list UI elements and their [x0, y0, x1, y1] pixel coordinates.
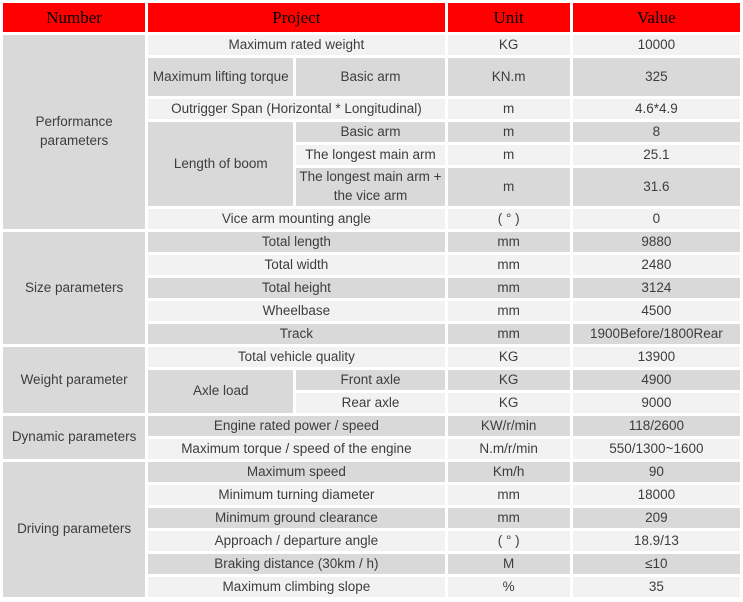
- project-cell: Basic arm: [296, 58, 444, 96]
- project-cell: Front axle: [296, 370, 444, 390]
- header-cell-value: Value: [573, 3, 740, 32]
- value-cell: 25.1: [573, 145, 740, 165]
- project-cell: Total height: [148, 278, 444, 298]
- unit-cell: N.m/r/min: [448, 439, 570, 459]
- project-cell: Maximum torque / speed of the engine: [148, 439, 444, 459]
- value-cell: 4900: [573, 370, 740, 390]
- unit-cell: m: [448, 168, 570, 206]
- value-cell: ≤10: [573, 554, 740, 574]
- unit-cell: mm: [448, 278, 570, 298]
- value-cell: 31.6: [573, 168, 740, 206]
- subgroup-cell-lifting-torque: Maximum lifting torque: [148, 58, 293, 96]
- unit-cell: mm: [448, 485, 570, 505]
- value-cell: 9880: [573, 232, 740, 252]
- project-cell: Total length: [148, 232, 444, 252]
- group-cell-weight: Weight parameter: [3, 347, 145, 413]
- header-cell-number: Number: [3, 3, 145, 32]
- subgroup-cell-length-of-boom: Length of boom: [148, 122, 293, 206]
- project-cell: Maximum rated weight: [148, 35, 444, 55]
- project-cell: Wheelbase: [148, 301, 444, 321]
- unit-cell: KN.m: [448, 58, 570, 96]
- value-cell: 18000: [573, 485, 740, 505]
- value-cell: 8: [573, 122, 740, 142]
- table-row: [3, 35, 740, 55]
- value-cell: 0: [573, 209, 740, 229]
- unit-cell: m: [448, 145, 570, 165]
- value-cell: 18.9/13: [573, 531, 740, 551]
- unit-cell: mm: [448, 508, 570, 528]
- project-cell: Braking distance (30km / h): [148, 554, 444, 574]
- unit-cell: mm: [448, 255, 570, 275]
- table-row: [3, 416, 740, 436]
- project-cell: Total width: [148, 255, 444, 275]
- unit-cell: KW/r/min: [448, 416, 570, 436]
- unit-cell: ( ° ): [448, 209, 570, 229]
- header-cell-project: Project: [148, 3, 444, 32]
- value-cell: 325: [573, 58, 740, 96]
- project-cell: Total vehicle quality: [148, 347, 444, 367]
- unit-cell: mm: [448, 324, 570, 344]
- value-cell: 35: [573, 577, 740, 597]
- unit-cell: %: [448, 577, 570, 597]
- project-cell: The longest main arm: [296, 145, 444, 165]
- unit-cell: m: [448, 122, 570, 142]
- unit-cell: KG: [448, 347, 570, 367]
- group-cell-dynamic: Dynamic parameters: [3, 416, 145, 459]
- project-cell: Rear axle: [296, 393, 444, 413]
- group-cell-size: Size parameters: [3, 232, 145, 344]
- unit-cell: m: [448, 99, 570, 119]
- unit-cell: KG: [448, 393, 570, 413]
- table-row: [3, 462, 740, 482]
- value-cell: 118/2600: [573, 416, 740, 436]
- value-cell: 4.6*4.9: [573, 99, 740, 119]
- unit-cell: M: [448, 554, 570, 574]
- subgroup-cell-axle-load: Axle load: [148, 370, 293, 413]
- header-cell-unit: Unit: [448, 3, 570, 32]
- table-header-row: [3, 3, 740, 32]
- value-cell: 9000: [573, 393, 740, 413]
- value-cell: 3124: [573, 278, 740, 298]
- unit-cell: KG: [448, 370, 570, 390]
- group-cell-performance: Performance parameters: [3, 35, 145, 229]
- unit-cell: KG: [448, 35, 570, 55]
- value-cell: 2480: [573, 255, 740, 275]
- value-cell: 90: [573, 462, 740, 482]
- value-cell: 13900: [573, 347, 740, 367]
- unit-cell: mm: [448, 301, 570, 321]
- value-cell: 10000: [573, 35, 740, 55]
- project-cell: Minimum ground clearance: [148, 508, 444, 528]
- value-cell: 4500: [573, 301, 740, 321]
- project-cell: Engine rated power / speed: [148, 416, 444, 436]
- unit-cell: ( ° ): [448, 531, 570, 551]
- project-cell: Track: [148, 324, 444, 344]
- project-cell: Approach / departure angle: [148, 531, 444, 551]
- value-cell: 1900Before/1800Rear: [573, 324, 740, 344]
- table-row: [3, 347, 740, 367]
- group-cell-driving: Driving parameters: [3, 462, 145, 597]
- table-row: [3, 232, 740, 252]
- project-cell: Outrigger Span (Horizontal * Longitudinal): [148, 99, 444, 119]
- unit-cell: mm: [448, 232, 570, 252]
- value-cell: 550/1300~1600: [573, 439, 740, 459]
- project-cell: Minimum turning diameter: [148, 485, 444, 505]
- project-cell: Basic arm: [296, 122, 444, 142]
- project-cell: The longest main arm + the vice arm: [296, 168, 444, 206]
- project-cell: Vice arm mounting angle: [148, 209, 444, 229]
- project-cell: Maximum climbing slope: [148, 577, 444, 597]
- project-cell: Maximum speed: [148, 462, 444, 482]
- value-cell: 209: [573, 508, 740, 528]
- unit-cell: Km/h: [448, 462, 570, 482]
